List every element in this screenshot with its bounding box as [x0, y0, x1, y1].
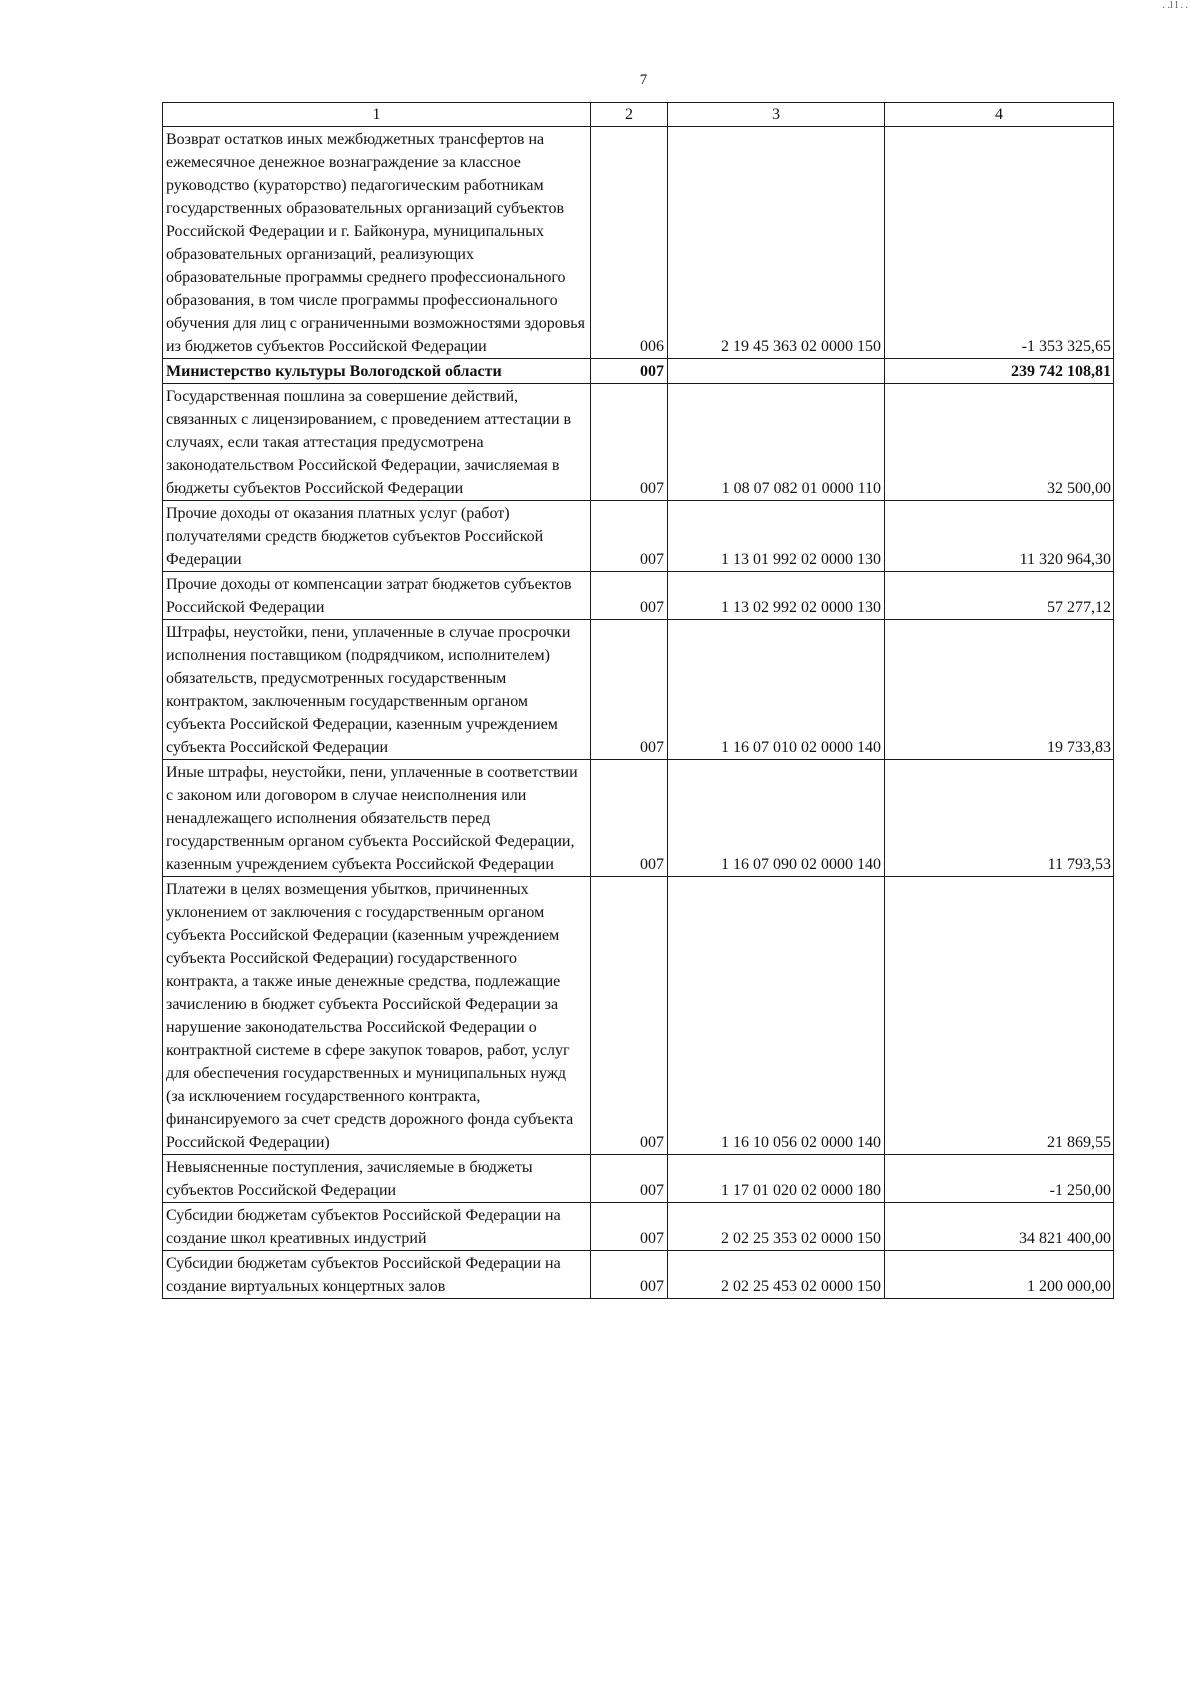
row-amount-cell: 57 277,12 — [885, 572, 1114, 620]
row-budget-code-cell: 1 16 10 056 02 0000 140 — [668, 877, 885, 1155]
row-amount-cell: 11 320 964,30 — [885, 501, 1114, 572]
table-row — [163, 359, 1114, 384]
budget-revenue-table — [162, 102, 1114, 1299]
row-admin-code-cell: 007 — [591, 572, 668, 620]
row-name-cell: Иные штрафы, неустойки, пени, уплаченные в соответствии с законом или договором в случае неисполнения или ненадлежащего исполнения обязательств перед государственным органом субъекта Российской Федерации, казенным учреждением субъекта Российской Федерации — [163, 760, 591, 877]
row-admin-code-cell: 007 — [591, 620, 668, 760]
row-budget-code-cell — [668, 359, 885, 384]
header-col-4: 4 — [885, 103, 1114, 127]
table-row — [163, 877, 1114, 1155]
row-name-cell: Невыясненные поступления, зачисляемые в бюджеты субъектов Российской Федерации — [163, 1155, 591, 1203]
row-budget-code-cell: 1 16 07 010 02 0000 140 — [668, 620, 885, 760]
row-admin-code-cell: 007 — [591, 1155, 668, 1203]
row-budget-code-cell: 2 19 45 363 02 0000 150 — [668, 127, 885, 359]
row-budget-code-cell: 1 17 01 020 02 0000 180 — [668, 1155, 885, 1203]
row-name-cell: Субсидии бюджетам субъектов Российской Федерации на создание виртуальных концертных залов — [163, 1251, 591, 1299]
row-admin-code-cell: 007 — [591, 384, 668, 501]
row-name-cell: Прочие доходы от компенсации затрат бюджетов субъектов Российской Федерации — [163, 572, 591, 620]
row-name-cell: Возврат остатков иных межбюджетных трансфертов на ежемесячное денежное вознаграждение за классное руководство (кураторство) педагогическим работникам государственных образовательных организаций субъектов Российской Федерации и г. Байконура, муниципальных образовательных организаций, реализующих образовательные программы среднего профессионального образования, в том числе программы профессионального обучения для лиц с ограниченными возможностями здоровья из бюджетов субъектов Российской Федерации — [163, 127, 591, 359]
header-col-2: 2 — [591, 103, 668, 127]
row-amount-cell: 11 793,53 — [885, 760, 1114, 877]
row-name-cell: Прочие доходы от оказания платных услуг (работ) получателями средств бюджетов субъектов Российской Федерации — [163, 501, 591, 572]
row-admin-code-cell: 007 — [591, 1251, 668, 1299]
row-name-cell: Министерство культуры Вологодской области — [163, 359, 591, 384]
table-row — [163, 620, 1114, 760]
row-amount-cell: 239 742 108,81 — [885, 359, 1114, 384]
row-budget-code-cell: 2 02 25 353 02 0000 150 — [668, 1203, 885, 1251]
table-row — [163, 760, 1114, 877]
row-amount-cell: 21 869,55 — [885, 877, 1114, 1155]
table-row — [163, 1251, 1114, 1299]
header-col-1: 1 — [163, 103, 591, 127]
row-budget-code-cell: 1 13 01 992 02 0000 130 — [668, 501, 885, 572]
row-budget-code-cell: 1 08 07 082 01 0000 110 — [668, 384, 885, 501]
row-name-cell: Субсидии бюджетам субъектов Российской Федерации на создание школ креативных индустрий — [163, 1203, 591, 1251]
row-name-cell: Государственная пошлина за совершение действий, связанных с лицензированием, с проведением аттестации в случаях, если такая аттестация предусмотрена законодательством Российской Федерации, зачисляемая в бюджеты субъектов Российской Федерации — [163, 384, 591, 501]
corner-mark: . .l l . . — [1162, 0, 1188, 11]
row-admin-code-cell: 007 — [591, 760, 668, 877]
row-amount-cell: -1 250,00 — [885, 1155, 1114, 1203]
row-admin-code-cell: 007 — [591, 359, 668, 384]
table-row — [163, 1155, 1114, 1203]
row-budget-code-cell: 2 02 25 453 02 0000 150 — [668, 1251, 885, 1299]
table-row — [163, 127, 1114, 359]
table-row — [163, 501, 1114, 572]
row-admin-code-cell: 007 — [591, 501, 668, 572]
table-row — [163, 384, 1114, 501]
row-budget-code-cell: 1 16 07 090 02 0000 140 — [668, 760, 885, 877]
header-col-3: 3 — [668, 103, 885, 127]
row-amount-cell: 32 500,00 — [885, 384, 1114, 501]
row-name-cell: Платежи в целях возмещения убытков, причиненных уклонением от заключения с государственным органом субъекта Российской Федерации (казенным учреждением субъекта Российской Федерации) государственного контракта, а также иные денежные средства, подлежащие зачислению в бюджет субъекта Российской Федерации за нарушение законодательства Российской Федерации о контрактной системе в сфере закупок товаров, работ, услуг для обеспечения государственных и муниципальных нужд (за исключением государственного контракта, финансируемого за счет средств дорожного фонда субъекта Российской Федерации) — [163, 877, 591, 1155]
row-admin-code-cell: 007 — [591, 1203, 668, 1251]
table-row — [163, 1203, 1114, 1251]
page-number: 7 — [639, 72, 648, 88]
row-amount-cell: 19 733,83 — [885, 620, 1114, 760]
row-name-cell: Штрафы, неустойки, пени, уплаченные в случае просрочки исполнения поставщиком (подрядчиком, исполнителем) обязательств, предусмотренных государственным контрактом, заключенным государственным органом субъекта Российской Федерации, казенным учреждением субъекта Российской Федерации — [163, 620, 591, 760]
row-admin-code-cell: 007 — [591, 877, 668, 1155]
table-row — [163, 572, 1114, 620]
row-budget-code-cell: 1 13 02 992 02 0000 130 — [668, 572, 885, 620]
row-amount-cell: 1 200 000,00 — [885, 1251, 1114, 1299]
row-amount-cell: -1 353 325,65 — [885, 127, 1114, 359]
table-header-row — [163, 103, 1114, 127]
row-amount-cell: 34 821 400,00 — [885, 1203, 1114, 1251]
row-admin-code-cell: 006 — [591, 127, 668, 359]
